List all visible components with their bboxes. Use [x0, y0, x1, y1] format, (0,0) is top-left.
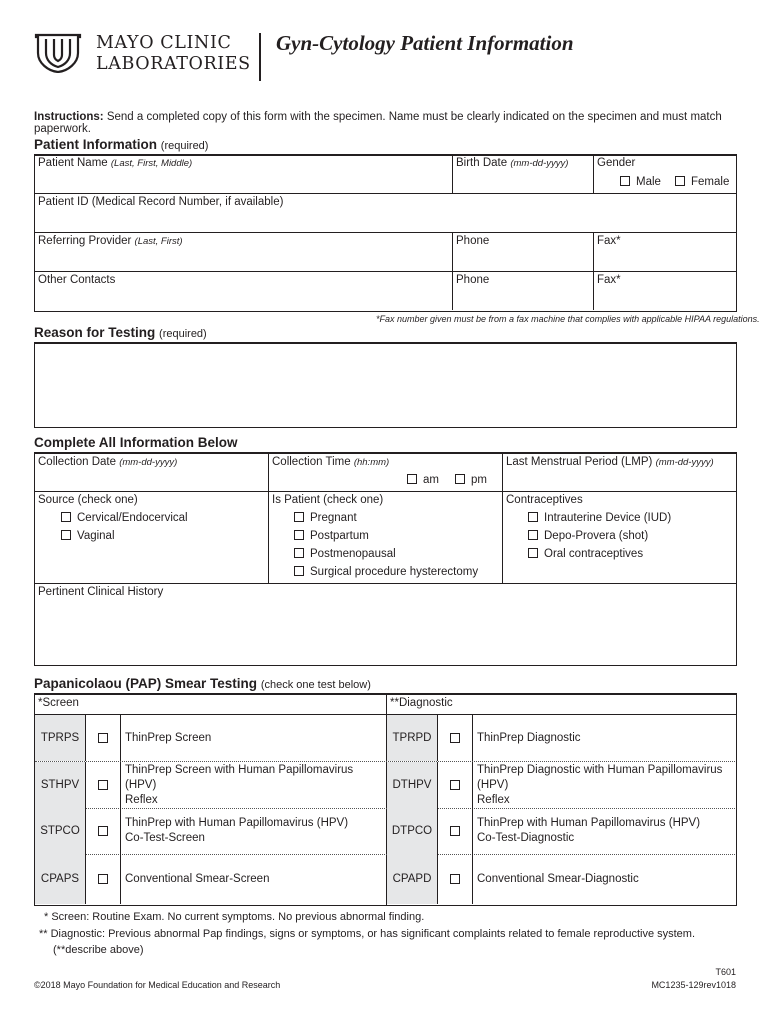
description-text	[125, 872, 269, 887]
patient-postmenopausal-checkbox[interactable]	[294, 548, 396, 560]
col-divider	[593, 232, 594, 310]
description-text	[125, 763, 383, 808]
checkbox-icon	[294, 530, 304, 540]
checkbox-icon	[407, 474, 417, 484]
checkbox-icon	[98, 780, 108, 790]
diag-test-checkbox[interactable]	[438, 715, 472, 761]
screen-test-code: STPCO	[35, 808, 85, 854]
collection-time-hint: (hh:mm)	[353, 457, 390, 468]
collection-date-hint: (mm-dd-yyyy)	[119, 457, 178, 468]
description-text	[477, 872, 639, 887]
patient-info-required: (required)	[160, 140, 209, 152]
header-divider	[259, 33, 261, 81]
fax-note: *Fax number given must be from a fax machine that complies with applicable HIPAA regulations.	[376, 314, 760, 324]
patient-info-title	[34, 137, 208, 152]
contraceptive-oral-checkbox[interactable]	[528, 548, 643, 560]
description-line-1: Conventional Smear-Diagnostic	[477, 872, 639, 885]
col-divider	[502, 453, 503, 583]
description-text	[477, 731, 581, 746]
description-line-1: ThinPrep with Human Papillomavirus (HPV)	[125, 817, 349, 829]
description-line-1: ThinPrep Screen with Human Papillomavirus (HPV)	[125, 763, 354, 791]
screen-test-code: TPRPS	[35, 715, 85, 761]
reason-heading: Reason for Testing	[34, 325, 156, 340]
patient-name-label: Patient Name	[38, 157, 108, 169]
contraceptives-label: Contraceptives	[506, 494, 583, 506]
collection-date-label: Collection Date	[38, 456, 116, 468]
complete-info-title: Complete All Information Below	[34, 435, 238, 450]
footnote-diagnostic: ** Diagnostic: Previous abnormal Pap findings, signs or symptoms, or has significant complaints related to female reproductive system.	[39, 928, 696, 940]
form-title: Gyn-Cytology Patient Information	[276, 31, 574, 55]
referring-provider-label: Referring Provider	[38, 235, 132, 247]
diag-test-description	[477, 715, 733, 761]
screen-test-description	[125, 762, 383, 808]
description-text	[125, 816, 348, 846]
description-line-1: ThinPrep with Human Papillomavirus (HPV)	[477, 817, 701, 829]
contact-fax-field[interactable]: Fax*	[597, 274, 621, 286]
option-label: Pregnant	[310, 512, 357, 524]
diag-test-checkbox[interactable]	[438, 808, 472, 854]
collection-time-field[interactable]	[272, 456, 389, 468]
row-divider	[34, 232, 736, 233]
collection-date-field[interactable]	[38, 456, 177, 468]
pap-title	[34, 676, 371, 691]
collection-time-label: Collection Time	[272, 456, 351, 468]
description-text	[125, 731, 211, 746]
diag-test-description	[477, 808, 733, 854]
option-label: Postmenopausal	[310, 548, 396, 560]
checkbox-icon	[294, 548, 304, 558]
row-divider	[34, 193, 736, 194]
screen-test-description	[125, 715, 383, 761]
logo-text	[96, 33, 251, 75]
checkbox-icon	[455, 474, 465, 484]
checkbox-icon	[98, 826, 108, 836]
diag-test-checkbox[interactable]	[438, 854, 472, 904]
gender-label: Gender	[597, 157, 636, 169]
checkbox-icon	[450, 780, 460, 790]
screen-test-checkbox[interactable]	[86, 715, 120, 761]
diagnostic-header: **Diagnostic	[390, 697, 453, 709]
checkbox-icon	[675, 176, 685, 186]
row-divider	[34, 271, 736, 272]
patient-hysterectomy-checkbox[interactable]	[294, 566, 478, 578]
checkbox-icon	[450, 826, 460, 836]
patient-name-field[interactable]	[38, 157, 192, 169]
pap-subtitle: (check one test below)	[260, 679, 371, 691]
checkbox-icon	[528, 512, 538, 522]
checkbox-icon	[528, 548, 538, 558]
footnote-screen: * Screen: Routine Exam. No current symptoms. No previous abnormal finding.	[44, 911, 425, 923]
checkbox-icon	[294, 566, 304, 576]
option-label: Oral contraceptives	[544, 548, 644, 560]
footnote-describe: (**describe above)	[53, 944, 144, 956]
am-label: am	[423, 474, 439, 486]
instructions-text: Send a completed copy of this form with the specimen. Name must be clearly indicated on the specimen and must match paperwork.	[34, 111, 722, 135]
checkbox-icon	[98, 874, 108, 884]
screen-test-description	[125, 854, 383, 904]
screen-test-checkbox[interactable]	[86, 808, 120, 854]
patient-postpartum-checkbox[interactable]	[294, 530, 369, 542]
col-divider	[120, 854, 121, 904]
male-label: Male	[636, 176, 661, 188]
row-divider	[34, 491, 736, 492]
option-label: Surgical procedure hysterectomy	[310, 566, 479, 578]
referring-provider-hint: (Last, First)	[134, 236, 183, 247]
diag-test-code: CPAPD	[387, 854, 437, 904]
logo-line-1: MAYO CLINIC	[96, 33, 232, 53]
col-divider	[452, 232, 453, 310]
screen-test-code: CPAPS	[35, 854, 85, 904]
reason-title	[34, 325, 207, 340]
reason-required: (required)	[159, 328, 207, 340]
female-label: Female	[691, 176, 730, 188]
description-line-1: Conventional Smear-Screen	[125, 872, 270, 885]
description-text	[477, 763, 733, 808]
description-line-2: Reflex	[125, 793, 158, 806]
instructions	[34, 111, 770, 135]
screen-test-checkbox[interactable]	[86, 762, 120, 808]
checkbox-icon	[98, 733, 108, 743]
option-label: Intrauterine Device (IUD)	[544, 512, 672, 524]
contact-phone-field[interactable]: Phone	[456, 274, 490, 286]
col-divider	[472, 854, 473, 904]
pm-label: pm	[471, 474, 487, 486]
contraceptive-iud-checkbox[interactable]	[528, 512, 671, 524]
row-divider	[34, 583, 736, 584]
diag-test-code: TPRPD	[387, 715, 437, 761]
patient-id-field[interactable]: Patient ID (Medical Record Number, if available)	[38, 196, 284, 208]
contraceptive-depo-checkbox[interactable]	[528, 530, 648, 542]
description-line-2: Co-Test-Diagnostic	[477, 832, 575, 844]
col-divider	[472, 762, 473, 808]
diag-test-code: DTHPV	[387, 762, 437, 808]
col-divider	[120, 808, 121, 854]
option-label: Vaginal	[77, 530, 115, 542]
pap-heading: Papanicolaou (PAP) Smear Testing	[34, 676, 258, 691]
copyright: ©2018 Mayo Foundation for Medical Education and Research	[34, 980, 281, 990]
am-checkbox[interactable]	[407, 474, 439, 486]
source-cervical-checkbox[interactable]	[61, 512, 188, 524]
patient-name-hint: (Last, First, Middle)	[110, 158, 193, 169]
col-divider	[472, 715, 473, 761]
checkbox-icon	[450, 733, 460, 743]
source-label: Source (check one)	[38, 494, 138, 506]
referring-provider-field[interactable]	[38, 235, 183, 247]
checkbox-icon	[450, 874, 460, 884]
checkbox-icon	[620, 176, 630, 186]
lmp-hint: (mm-dd-yyyy)	[655, 457, 714, 468]
col-divider	[120, 762, 121, 808]
provider-phone-field[interactable]: Phone	[456, 235, 490, 247]
option-label: Postpartum	[310, 530, 369, 542]
checkbox-icon	[528, 530, 538, 540]
col-divider	[452, 155, 453, 193]
col-divider	[472, 808, 473, 854]
col-divider	[120, 715, 121, 761]
diag-test-description	[477, 762, 733, 808]
checkbox-icon	[294, 512, 304, 522]
gender-female-checkbox[interactable]	[675, 176, 729, 188]
screen-test-code: STHPV	[35, 762, 85, 808]
instructions-label: Instructions:	[34, 111, 104, 123]
col-divider	[268, 453, 269, 583]
other-contacts-field[interactable]: Other Contacts	[38, 274, 116, 286]
description-line-2: Reflex	[477, 793, 510, 806]
option-label: Depo-Provera (shot)	[544, 530, 649, 542]
option-label: Cervical/Endocervical	[77, 512, 188, 524]
description-line-1: ThinPrep Screen	[125, 731, 212, 744]
description-line-1: ThinPrep Diagnostic	[477, 731, 581, 744]
diag-test-checkbox[interactable]	[438, 762, 472, 808]
provider-fax-field[interactable]: Fax*	[597, 235, 621, 247]
birth-date-hint: (mm-dd-yyyy)	[510, 158, 569, 169]
is-patient-label: Is Patient (check one)	[272, 494, 384, 506]
patient-pregnant-checkbox[interactable]	[294, 512, 357, 524]
lmp-field[interactable]	[506, 456, 714, 468]
screen-test-description	[125, 808, 383, 854]
mayo-clinic-shield-logo	[34, 33, 82, 73]
source-vaginal-checkbox[interactable]	[61, 530, 115, 542]
screen-test-checkbox[interactable]	[86, 854, 120, 904]
diag-test-code: DTPCO	[387, 808, 437, 854]
description-line-1: ThinPrep Diagnostic with Human Papillomavirus (HPV)	[477, 763, 723, 791]
gender-male-checkbox[interactable]	[620, 176, 661, 188]
logo-line-2: LABORATORIES	[96, 54, 251, 74]
screen-header: *Screen	[38, 697, 79, 709]
checkbox-icon	[61, 530, 71, 540]
form-number: T601	[715, 967, 736, 977]
birth-date-label: Birth Date	[456, 157, 508, 169]
form-revision: MC1235-129rev1018	[651, 980, 736, 990]
patient-info-heading: Patient Information	[34, 137, 158, 152]
reason-textarea[interactable]	[34, 342, 737, 428]
description-line-2: Co-Test-Screen	[125, 832, 205, 844]
birth-date-field[interactable]	[456, 157, 568, 169]
description-text	[477, 816, 700, 846]
lmp-label: Last Menstrual Period (LMP)	[506, 456, 653, 468]
diag-test-description	[477, 854, 733, 904]
clinical-history-field[interactable]: Pertinent Clinical History	[38, 586, 164, 598]
checkbox-icon	[61, 512, 71, 522]
pm-checkbox[interactable]	[455, 474, 487, 486]
col-divider	[593, 155, 594, 193]
